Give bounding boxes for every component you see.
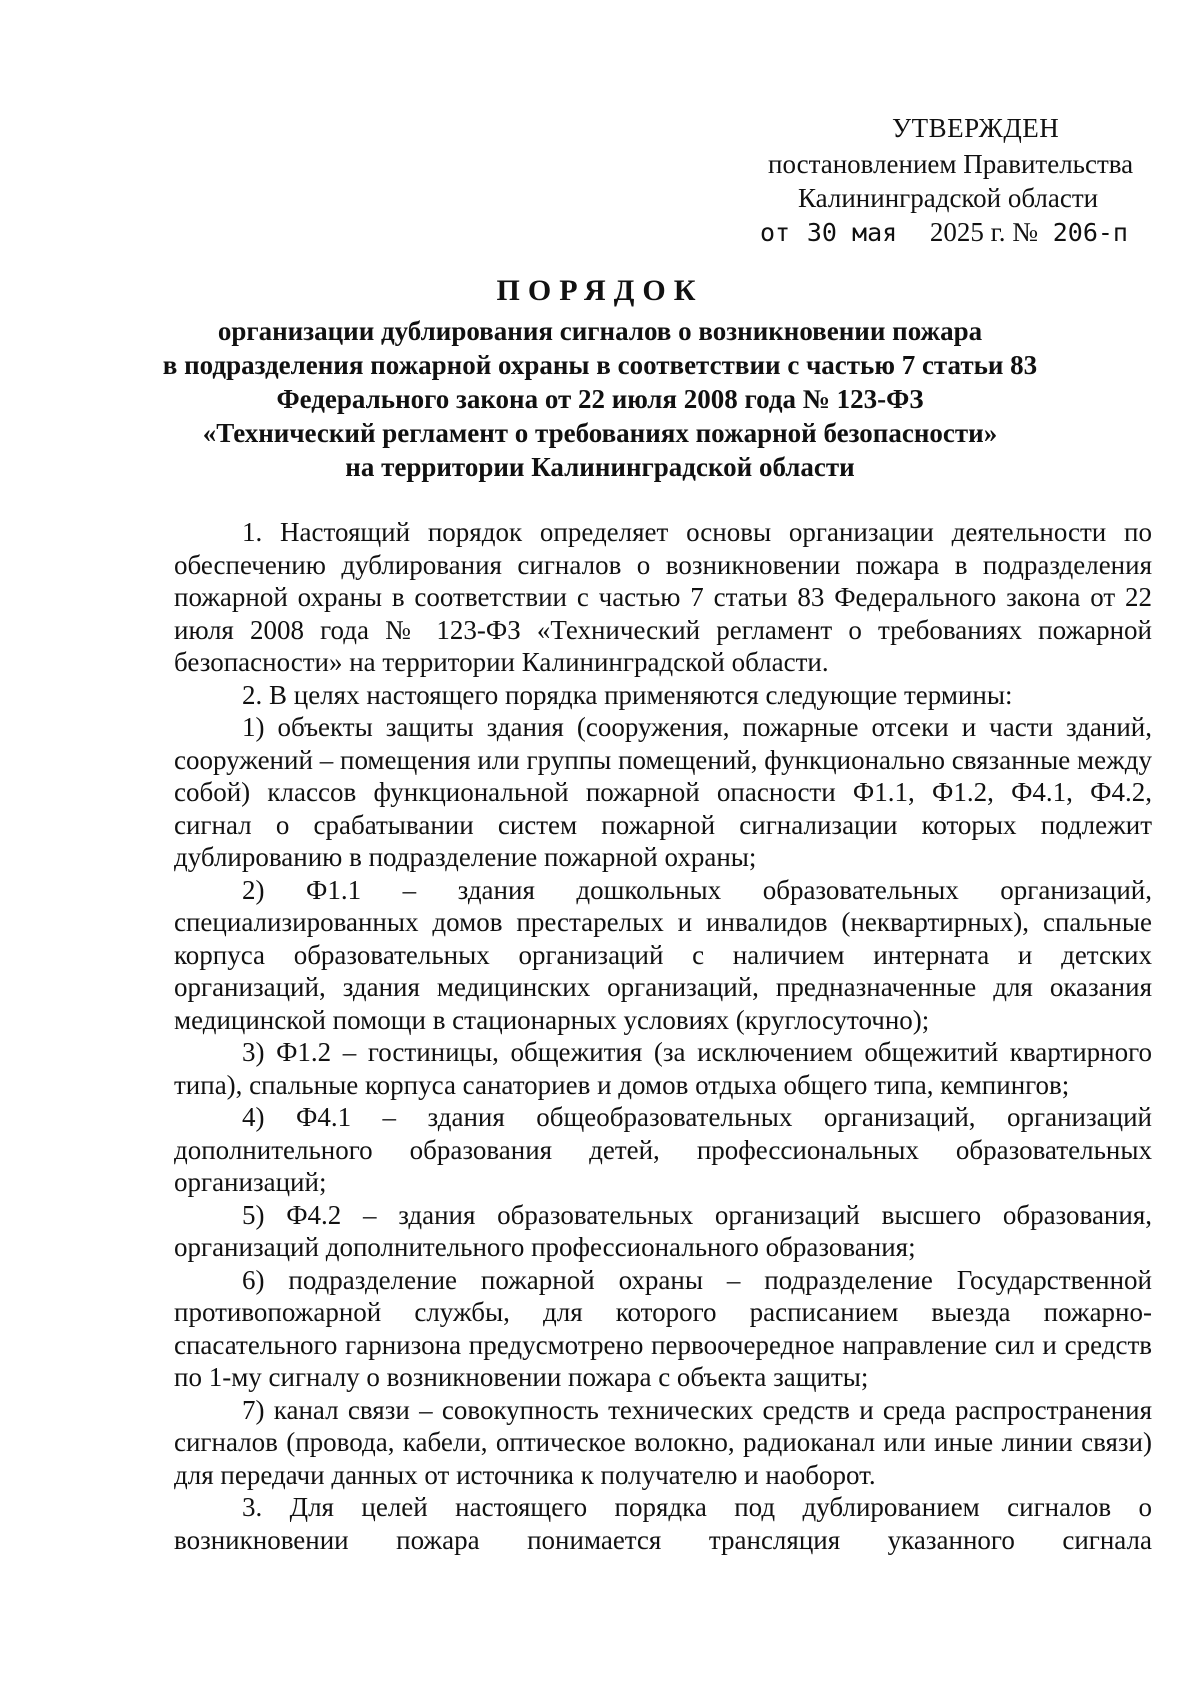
document-heading	[120, 272, 1080, 484]
heading-line: в подразделения пожарной охраны в соответствии с частью 7 статьи 83	[162, 350, 1038, 380]
heading-line: на территории Калининградской области	[345, 452, 855, 482]
approval-line-resolution: постановлением Правительства	[768, 149, 1134, 179]
approval-line-region: Калининградской области	[798, 183, 1099, 213]
document-number: 206-п	[1052, 218, 1128, 247]
approval-title: УТВЕРЖДЕН	[892, 113, 1060, 143]
date-prefix: от	[760, 218, 791, 247]
term-1: 1) объекты защиты здания (сооружения, пожарные отсеки и части зданий, сооружений – помещения или группы помещений, функционально связанные между собой) классов функциональной пожарной опасности Ф1.1, Ф1.2, Ф4.1, Ф4.2, сигнал о срабатывании систем пожарной сигнализации которых подлежит дублированию в подразделение пожарной охраны;	[174, 712, 1152, 872]
term-7: 7) канал связи – совокупность технических средств и среда распространения сигналов (провода, кабели, оптическое волокно, радиоканал или иные линии связи) для передачи данных от источника к получателю и наоборот.	[174, 1394, 1152, 1490]
document-body	[174, 516, 1152, 1556]
heading-line: организации дублирования сигналов о возникновении пожара	[217, 316, 983, 346]
term-4: 4) Ф4.1 – здания общеобразовательных организаций, организаций дополнительного образования детей, профессиональных образовательных организаций;	[174, 1102, 1152, 1197]
heading-line: Федерального закона от 22 июля 2008 года № 123-ФЗ	[276, 384, 924, 414]
term-2: 2) Ф1.1 – здания дошкольных образовательных организаций, специализированных домов престарелых и инвалидов (неквартирных), спальные корпуса образовательных организаций с наличием интерната и детских организаций, здания медицинских организаций, предназначенные для оказания медицинской помощи в стационарных условиях (круглосуточно);	[174, 874, 1152, 1035]
paragraph-1: 1. Настоящий порядок определяет основы организации деятельности по обеспечению дублирования сигналов о возникновении пожара в подразделения пожарной охраны в соответствии с частью 7 статьи 83 Федерального закона от 22 июля 2008 года № 123-ФЗ «Технический регламент о требованиях пожарной безопасности» на территории Калининградской области.	[174, 517, 1152, 677]
heading-line: «Технический регламент о требованиях пожарной безопасности»	[202, 418, 998, 448]
paragraph-3: 3. Для целей настоящего порядка под дублированием сигналов о возникновении пожара понимается трансляция указанного сигнала	[174, 1492, 1152, 1555]
term-5: 5) Ф4.2 – здания образовательных организаций высшего образования, организаций дополнительного профессионального образования;	[174, 1199, 1152, 1262]
date-year: 2025 г. №	[929, 217, 1038, 247]
approval-stamp	[0, 112, 1200, 252]
term-3: 3) Ф1.2 – гостиницы, общежития (за исключением общежитий квартирного типа), спальные корпуса санаториев и домов отдыха общего типа, кемпингов;	[174, 1037, 1152, 1100]
paragraph-2: 2. В целях настоящего порядка применяются следующие термины:	[242, 679, 1013, 710]
document-title: ПОРЯДОК	[496, 274, 704, 307]
date-day-month: 30 мая	[806, 218, 898, 247]
approval-date-line	[760, 216, 1128, 249]
term-6: 6) подразделение пожарной охраны – подразделение Государственной противопожарной службы, для которого расписанием выезда пожарно-спасательного гарнизона предусмотрено первоочередное направление сил и средств по 1-му сигналу о возникновении пожара с объекта защиты;	[174, 1264, 1152, 1392]
